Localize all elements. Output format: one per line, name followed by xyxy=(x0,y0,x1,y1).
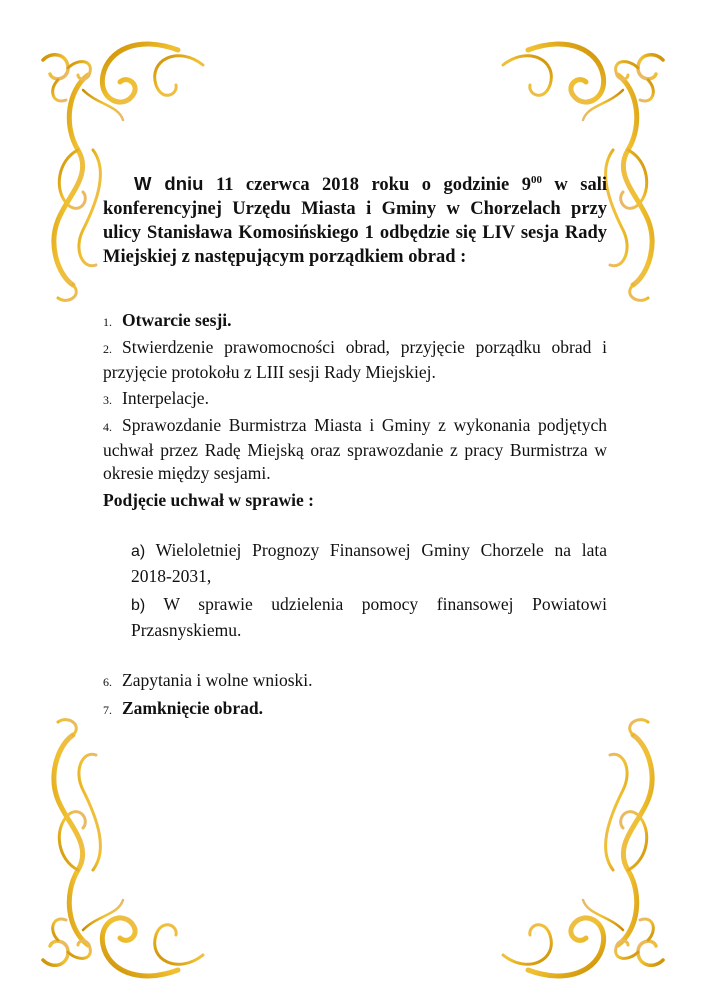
agenda-item-3 xyxy=(103,387,607,412)
resolutions-heading: Podjęcie uchwał w sprawie : xyxy=(103,490,314,510)
agenda-item-6 xyxy=(103,669,607,694)
intro-first-words: W dniu xyxy=(133,173,204,194)
item-text: Interpelacje. xyxy=(122,388,209,408)
resolution-letter: b) xyxy=(131,597,146,614)
item-text: Otwarcie sesji. xyxy=(122,310,232,330)
agenda-item-7 xyxy=(103,697,607,722)
item-number: 4. xyxy=(103,420,112,434)
intro-text: 11 czerwca 2018 roku o godzinie 9 xyxy=(203,175,531,195)
item-number: 1. xyxy=(103,315,112,329)
ornament-bottom-right xyxy=(498,710,678,990)
item-number: 2. xyxy=(103,342,112,356)
item-text: Zamknięcie obrad. xyxy=(122,698,263,718)
resolution-b xyxy=(131,592,607,643)
resolution-text: W sprawie udzielenia pomocy finansowej Powiatowi Przasnyskiemu. xyxy=(131,594,607,640)
resolution-text: Wieloletniej Prognozy Finansowej Gminy Chorzele na lata 2018-2031, xyxy=(131,540,607,586)
item-text: Zapytania i wolne wnioski. xyxy=(122,670,313,690)
agenda-item-1 xyxy=(103,309,607,334)
item-number: 6. xyxy=(103,675,112,689)
item-number: 3. xyxy=(103,393,112,407)
item-text: Sprawozdanie Burmistrza Miasta i Gminy z wykonania podjętych uchwał przez Radę Miejską oraz sprawozdanie z pracy Burmistrza w okresie między sesjami. xyxy=(103,415,607,483)
intro-text-rest: w sali konferencyjnej Urzędu Miasta i Gminy w Chorzelach przy ulicy Stanisława Komosińskiego 1 odbędzie się LIV sesja Rady Miejskiej z następującym porządkiem obrad : xyxy=(103,175,607,267)
ornament-bottom-left xyxy=(28,710,208,990)
resolution-a xyxy=(131,538,607,589)
item-text: Stwierdzenie prawomocności obrad, przyjęcie porządku obrad i przyjęcie protokołu z LIII sesji Rady Miejskiej. xyxy=(103,337,607,382)
item-number: 7. xyxy=(103,703,112,717)
time-superscript: 00 xyxy=(530,173,542,186)
agenda-item-2 xyxy=(103,336,607,384)
session-announcement xyxy=(103,172,607,269)
resolution-letter: a) xyxy=(131,543,146,560)
agenda-item-4 xyxy=(103,414,607,485)
